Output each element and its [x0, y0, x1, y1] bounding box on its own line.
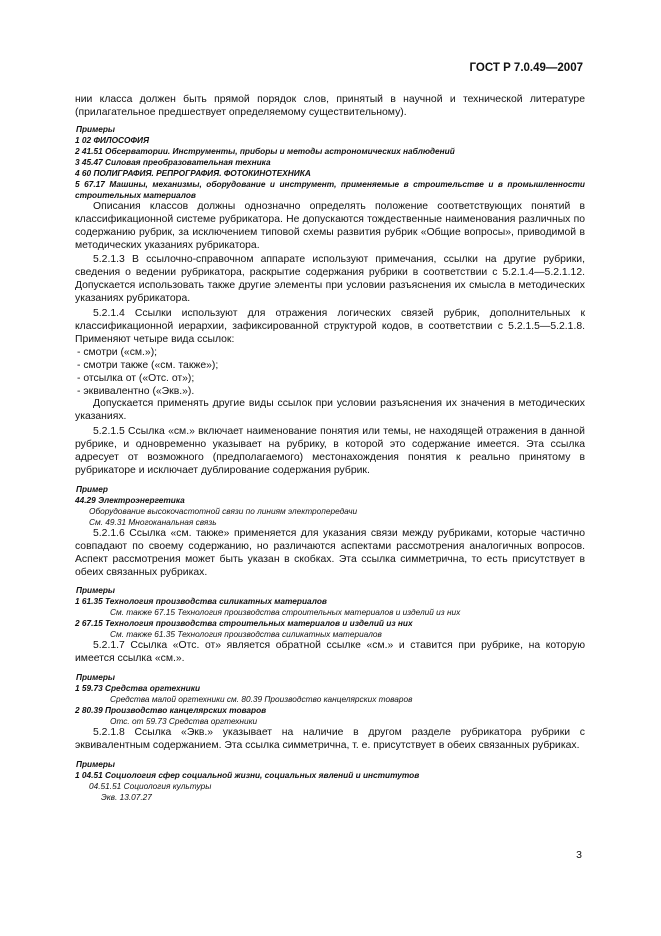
- example-title: Пример: [76, 483, 108, 494]
- example-reference: Отс. от 59.73 Средства оргтехники: [110, 716, 258, 727]
- example-item: 2 41.51 Обсерватории. Инструменты, приборы и методы астрономических наблюдений: [75, 145, 455, 156]
- example-reference: См. также 61.35 Технология производства силикатных материалов: [110, 629, 382, 640]
- example-subheading: 04.51.51 Социология культуры: [89, 781, 212, 792]
- list-item: - эквивалентно («Экв.»).: [77, 385, 195, 397]
- document-id-header: ГОСТ Р 7.0.49—2007: [469, 62, 583, 74]
- paragraph-5-2-1-5: 5.2.1.5 Ссылка «см.» включает наименование понятия или темы, не находящей отражения в данной рубрике, и одновременно указывает на рубрику, в которой это содержание имеется. Эта ссылка адресует от возможного (предполагаемого) местонахождения понятия к реально принятому в рубрикаторе и исключает дублирование содержания рубрик.: [75, 426, 585, 476]
- example-item: 1 02 ФИЛОСОФИЯ: [75, 134, 149, 145]
- page-content: [75, 94, 585, 803]
- example-equivalent: Экв. 13.07.27: [101, 792, 152, 803]
- example-reference: Средства малой оргтехники см. 80.39 Производство канцелярских товаров: [110, 694, 413, 705]
- paragraph-5-2-1-7: 5.2.1.7 Ссылка «Отс. от» является обратной ссылке «см.» и ставится при рубрике, на которую имеется ссылка «см.».: [75, 640, 585, 665]
- example-line: Оборудование высокочастотной связи по линиям электропередачи: [89, 505, 358, 516]
- paragraph-5-2-1-3: 5.2.1.3 В ссылочно-справочном аппарате используют примечания, ссылки на другие рубрики, сведения о ведении рубрикатора, раскрытие содержания рубрики в соответствии с 5.2.1.4—5.2.1.12. Допускается использовать также другие элементы при условии разъяснения их смысла в методических указаниях рубрикатора.: [75, 254, 585, 305]
- example-heading: 2 67.15 Технология производства строительных материалов и изделий из них: [75, 618, 413, 629]
- paragraph-other-refs: Допускается применять другие виды ссылок при условии разъяснения их значения в методических указаниях.: [75, 398, 585, 423]
- example-heading: 1 61.35 Технология производства силикатных материалов: [75, 596, 327, 607]
- list-item: - отсылка от («Отс. от»);: [77, 372, 195, 384]
- list-item: - смотри («см.»);: [77, 346, 158, 358]
- list-item: - смотри также («см. также»);: [77, 359, 219, 371]
- example-heading: 1 59.73 Средства оргтехники: [75, 683, 201, 694]
- example-line: См. 49.31 Многоканальная связь: [89, 516, 217, 527]
- example-item: 5 67.17 Машины, механизмы, оборудование и инструмент, применяемые в строительстве и в промышленности строительных материалов: [75, 178, 585, 200]
- paragraph-5-2-1-6: 5.2.1.6 Ссылка «см. также» применяется для указания связи между рубриками, которые частично совпадают по своему содержанию, но различаются аспектами рассмотрения аналогичных вопросов. Аспект рассмотрения может быть указан в скобках. Эта ссылка симметрична, то есть присутствует в обеих связанных рубриках.: [75, 527, 585, 578]
- example-heading: 1 04.51 Социология сфер социальной жизни, социальных явлений и институтов: [75, 770, 420, 781]
- examples-title: Примеры: [76, 672, 116, 683]
- example-heading: 44.29 Электроэнергетика: [75, 494, 185, 505]
- examples-title: Примеры: [76, 585, 116, 596]
- example-reference: См. также 67.15 Технология производства строительных материалов и изделий из них: [110, 607, 461, 618]
- page-number: 3: [576, 849, 582, 861]
- example-item: 3 45.47 Силовая преобразовательная техника: [75, 156, 271, 167]
- paragraph-class-descriptions: Описания классов должны однозначно определять положение соответствующих понятий в классификационной системе рубрикатора. Не допускаются тождественные наименования различных по содержанию рубрик, за исключением типовой схемы развития рубрик «Общие вопросы», приводимой в методических указаниях рубрикатора.: [75, 200, 585, 251]
- examples-title: Примеры: [76, 123, 116, 134]
- examples-title: Примеры: [76, 759, 116, 770]
- paragraph-intro: нии класса должен быть прямой порядок слов, принятый в научной и технической литературе (прилагательное предшествует определяемому существительному).: [75, 94, 585, 118]
- paragraph-5-2-1-8: 5.2.1.8 Ссылка «Экв.» указывает на наличие в другом разделе рубрикатора рубрики с эквивалентным содержанием. Эта ссылка симметрична, т. е. присутствует в обеих связанных рубриках.: [75, 727, 585, 752]
- example-heading: 2 80.39 Производство канцелярских товаров: [75, 705, 267, 716]
- paragraph-5-2-1-4: 5.2.1.4 Ссылки используют для отражения логических связей рубрик, дополнительных к классификационной иерархии, зафиксированной структурой кодов, в соответствии с 5.2.1.5—5.2.1.8. Применяют четыре вида ссылок:: [75, 308, 585, 345]
- example-item: 4 60 ПОЛИГРАФИЯ. РЕПРОГРАФИЯ. ФОТОКИНОТЕХНИКА: [75, 167, 311, 178]
